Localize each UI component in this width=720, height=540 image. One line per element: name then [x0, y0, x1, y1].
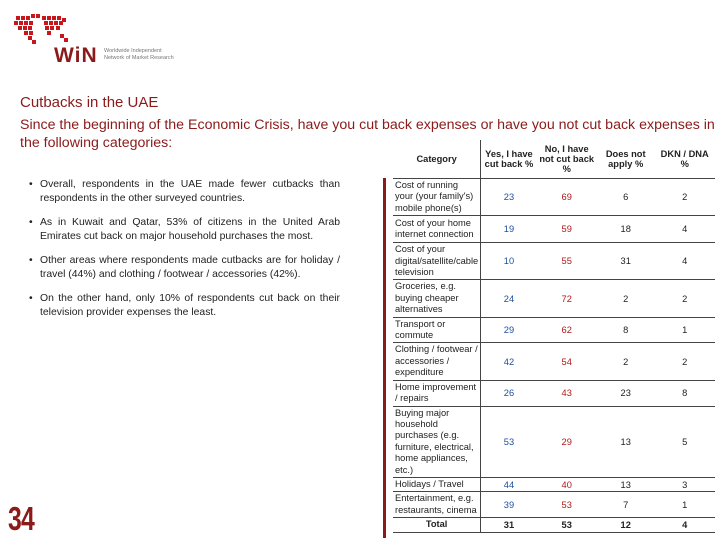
row-na: 8 [597, 317, 655, 343]
table-row [393, 280, 715, 317]
total-yes: 31 [481, 518, 537, 532]
row-na: 31 [597, 243, 655, 280]
slide-title: Cutbacks in the UAE [20, 94, 159, 111]
row-yes: 19 [481, 216, 537, 243]
row-dk: 4 [655, 243, 715, 280]
total-dk: 4 [655, 518, 715, 532]
logo-wordmark: WiN [54, 44, 98, 67]
row-dk: 5 [655, 406, 715, 477]
row-category: Cost of your home internet connection [393, 216, 481, 243]
row-dk: 2 [655, 343, 715, 380]
row-na: 7 [597, 492, 655, 518]
row-category: Transport or commute [393, 317, 481, 343]
row-yes: 29 [481, 317, 537, 343]
win-logo [12, 10, 172, 70]
header-category: Category [393, 140, 481, 179]
row-dk: 1 [655, 317, 715, 343]
row-category: Groceries, e.g. buying cheaper alternatives [393, 280, 481, 317]
finding-bullet: • On the other hand, only 10% of respondents cut back on their television provider expenses the least. [28, 292, 340, 319]
row-yes: 42 [481, 343, 537, 380]
row-no: 55 [537, 243, 597, 280]
page-number: 34 [8, 500, 35, 537]
row-dk: 1 [655, 492, 715, 518]
row-dk: 4 [655, 216, 715, 243]
logo-tagline: Worldwide Independent Network of Market Research [104, 48, 174, 61]
row-yes: 44 [481, 477, 537, 491]
row-no: 69 [537, 179, 597, 216]
row-no: 53 [537, 492, 597, 518]
row-yes: 24 [481, 280, 537, 317]
table-row [393, 406, 715, 477]
header-yes: Yes, I have cut back % [481, 140, 537, 179]
row-no: 54 [537, 343, 597, 380]
table-divider [383, 178, 386, 538]
row-dk: 3 [655, 477, 715, 491]
finding-bullet: • As in Kuwait and Qatar, 53% of citizens in the United Arab Emirates cut back on major household purchases the most. [28, 216, 340, 243]
table-row [393, 317, 715, 343]
row-yes: 23 [481, 179, 537, 216]
cutbacks-table [393, 140, 715, 533]
row-category: Cost of your digital/satellite/cable television [393, 243, 481, 280]
row-dk: 2 [655, 179, 715, 216]
table-row [393, 343, 715, 380]
total-no: 53 [537, 518, 597, 532]
total-na: 12 [597, 518, 655, 532]
row-na: 18 [597, 216, 655, 243]
row-na: 2 [597, 280, 655, 317]
row-no: 72 [537, 280, 597, 317]
row-category: Entertainment, e.g. restaurants, cinema [393, 492, 481, 518]
table-total-row [393, 518, 715, 532]
row-yes: 39 [481, 492, 537, 518]
row-yes: 26 [481, 380, 537, 406]
row-na: 13 [597, 406, 655, 477]
row-no: 40 [537, 477, 597, 491]
row-category: Home improvement / repairs [393, 380, 481, 406]
slide-question: Since the beginning of the Economic Crisis, have you cut back expenses or have you not cut back expenses in the following categories: [20, 117, 715, 151]
key-findings-list [28, 178, 340, 330]
header-does-not-apply: Does not apply % [597, 140, 655, 179]
table-row [393, 477, 715, 491]
finding-bullet: • Other areas where respondents made cutbacks are for holiday / travel (44%) and clothing / footwear / accessories (42%). [28, 254, 340, 281]
row-na: 2 [597, 343, 655, 380]
row-no: 29 [537, 406, 597, 477]
row-no: 62 [537, 317, 597, 343]
row-category: Buying major household purchases (e.g. furniture, electrical, home appliances, etc.) [393, 406, 481, 477]
row-category: Clothing / footwear / accessories / expenditure [393, 343, 481, 380]
row-dk: 8 [655, 380, 715, 406]
row-no: 59 [537, 216, 597, 243]
header-dkn-dna: DKN / DNA % [655, 140, 715, 179]
row-na: 13 [597, 477, 655, 491]
table-row [393, 243, 715, 280]
row-no: 43 [537, 380, 597, 406]
row-na: 23 [597, 380, 655, 406]
table-header-row [393, 140, 715, 179]
header-no: No, I have not cut back % [537, 140, 597, 179]
table-row [393, 179, 715, 216]
row-category: Holidays / Travel [393, 477, 481, 491]
row-category: Cost of running your (your family's) mobile phone(s) [393, 179, 481, 216]
table-row [393, 380, 715, 406]
row-dk: 2 [655, 280, 715, 317]
row-yes: 53 [481, 406, 537, 477]
table-row [393, 216, 715, 243]
table-row [393, 492, 715, 518]
finding-bullet: • Overall, respondents in the UAE made fewer cutbacks than respondents in the other surveyed countries. [28, 178, 340, 205]
row-yes: 10 [481, 243, 537, 280]
row-na: 6 [597, 179, 655, 216]
total-label: Total [393, 518, 481, 532]
